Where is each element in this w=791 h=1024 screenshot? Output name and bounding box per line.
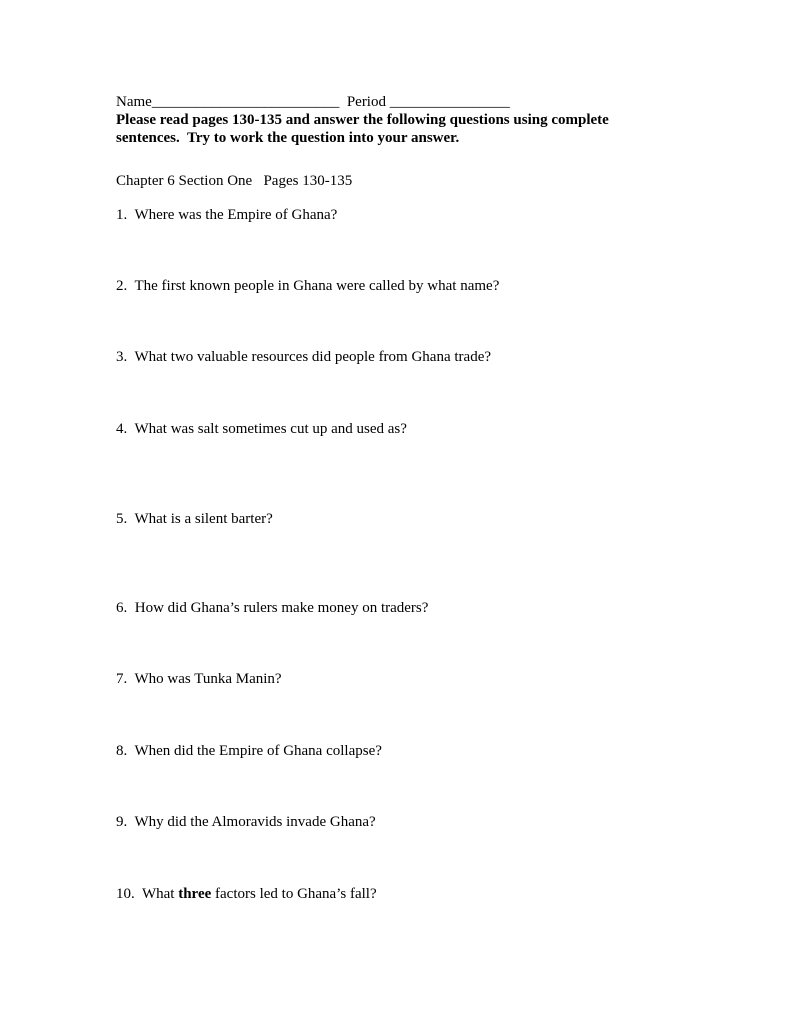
question-9 [116,813,376,831]
question-number: 5. [116,511,128,527]
question-7 [116,670,282,688]
question-text-emphasis: three [178,886,212,902]
question-10 [116,885,377,903]
question-text: When did the Empire of Ghana collapse? [134,743,382,759]
question-3 [116,348,491,366]
question-text-before: What [141,886,179,902]
question-number: 6. [116,600,128,616]
question-number: 1. [116,207,128,223]
question-number: 2. [116,278,128,294]
question-text-after: factors led to Ghana’s fall? [211,886,377,902]
question-text: Who was Tunka Manin? [134,671,282,687]
question-6 [116,599,428,617]
question-text: What two valuable resources did people from Ghana trade? [134,349,492,365]
question-4 [116,420,407,438]
instructions-line-2: sentences. Try to work the question into your answer. [116,130,460,146]
question-number: 9. [116,814,128,830]
question-5 [116,510,273,528]
question-8 [116,742,382,760]
question-1 [116,206,337,224]
question-number: 3. [116,349,128,365]
question-text: Why did the Almoravids invade Ghana? [134,814,376,830]
question-text: What is a silent barter? [134,511,273,527]
name-period-line: Name_________________________ Period ________________ [116,94,510,110]
question-number: 7. [116,671,128,687]
question-text: How did Ghana’s rulers make money on traders? [134,600,429,616]
question-2 [116,277,499,295]
question-number: 4. [116,421,128,437]
question-text: Where was the Empire of Ghana? [134,207,338,223]
question-text: What was salt sometimes cut up and used as? [134,421,407,437]
question-number: 8. [116,743,128,759]
question-number: 10. [116,886,135,902]
question-text: The first known people in Ghana were called by what name? [134,278,500,294]
instructions-line-1: Please read pages 130-135 and answer the following questions using complete [116,112,609,128]
section-title: Chapter 6 Section One Pages 130-135 [116,173,353,189]
